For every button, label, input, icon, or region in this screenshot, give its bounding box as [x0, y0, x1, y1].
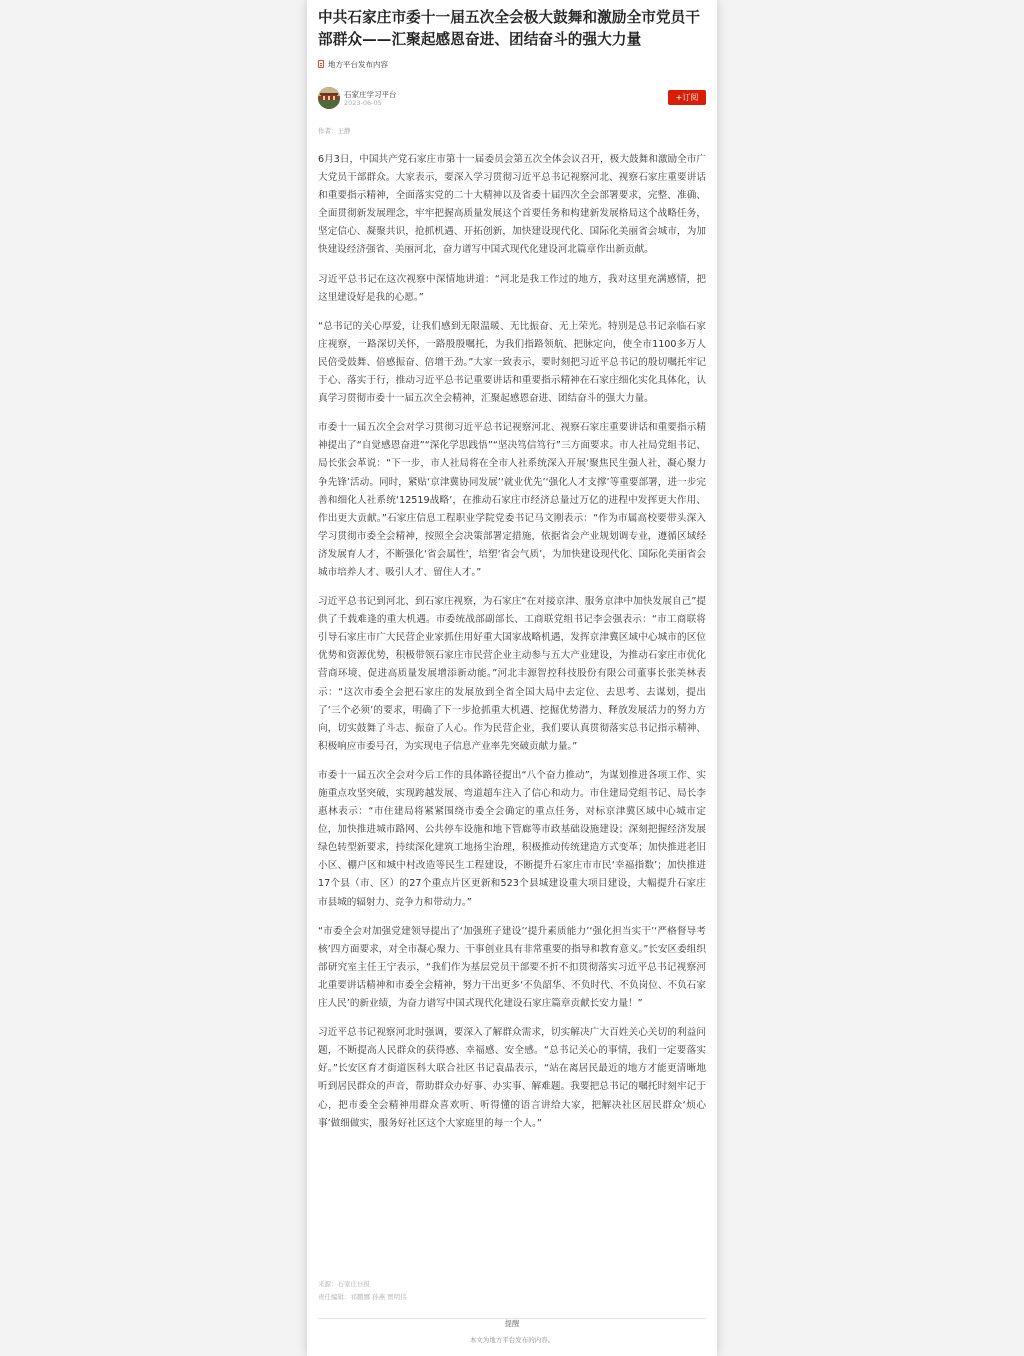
article-paragraph: “市委全会对加强党建领导提出了‘加强班子建设’‘提升素质能力’‘强化担当实干’‘严格督导考核’四方面要求，对全市凝心聚力、干事创业具有非常重要的指导和教育意义。”长安区委组织部研究室主任王宁表示，“我们作为基层党员干部要不折不扣贯彻落实习近平总书记视察河北重要讲话精神和市委全会精神，努力干出更多‘不负韶华、不负时代、不负岗位、不负石家庄人民’的新业绩，为奋力谱写中国式现代化建设石家庄篇章贡献长安力量！” [318, 925, 706, 1010]
article-paragraph: 习近平总书记在这次视察中深情地讲道：“河北是我工作过的地方，我对这里充满感情，把这里建设好是我的心愿。” [318, 273, 706, 303]
publisher-avatar[interactable] [318, 87, 340, 109]
notice-title: 提醒 [504, 1319, 520, 1328]
publish-date: 2023-06-05 [344, 99, 382, 107]
editor-line: 责任编辑：祁鹏娜 孙燕 贾明伟 [318, 1293, 407, 1301]
document-icon [318, 60, 324, 68]
article-paragraph: 6月3日，中国共产党石家庄市第十一届委员会第五次全体会议召开，极大鼓舞和激励全市广大党员干部群众。大家表示，要深入学习贯彻习近平总书记视察河北、视察石家庄重要讲话和重要指示精神，全面落实党的二十大精神以及省委十届四次全会部署要求，完整、准确、全面贯彻新发展理念，牢牢把握高质量发展这个首要任务和构建新发展格局这个战略任务，坚定信心、凝聚共识，抢抓机遇、开拓创新，加快建设现代化、国际化美丽省会城市，为加快建设经济强省、美丽河北，奋力谱写中国式现代化建设河北篇章作出新贡献。 [318, 154, 706, 256]
source-line: 来源：石家庄日报 [318, 1280, 370, 1288]
article-page [307, 0, 717, 1356]
avatar-image [318, 87, 340, 109]
publisher-name[interactable]: 石家庄学习平台 [344, 90, 397, 99]
article-paragraph: 市委十一届五次全会对今后工作的具体路径提出“八个奋力推动”，为谋划推进各项工作、实施重点攻坚突破，实现跨越发展、弯道超车注入了信心和动力。市住建局党组书记、局长李惠林表示：“市住建局将紧紧围绕市委全会确定的重点任务，对标京津冀区域中心城市定位，加快推进城市路网、公共停车设施和地下管廊等市政基础设施建设；深刻把握经济发展绿色转型新要求，持续深化建筑工地扬尘治理，积极推动传统建造方式变革；加快推进老旧小区、棚户区和城中村改造等民生工程建设，不断提升石家庄市市民‘幸福指数’；加快推进17个县（市、区）的27个重点片区更新和523个县城建设重大项目建设，大幅提升石家庄市县城的辐射力、竞争力和带动力。” [318, 769, 706, 908]
article-title: 中共石家庄市委十一届五次全会极大鼓舞和激励全市党员干部群众——汇聚起感恩奋进、团结奋斗的强大力量 [318, 9, 701, 48]
subscribe-button[interactable]: +订阅 [668, 90, 706, 105]
article-paragraph: 习近平总书记到河北、到石家庄视察，为石家庄“在对接京津、服务京津中加快发展自己”提供了千载难逢的重大机遇。市委统战部副部长、工商联党组书记李会强表示：“市工商联将引导石家庄市广大民营企业家抓住用好重大国家战略机遇，发挥京津冀区域中心城市的区位优势和资源优势，积极带领石家庄市民营企业主动参与五大产业建设，为推动石家庄市优化营商环境、促进高质量发展增添新动能。”河北丰源智控科技股份有限公司董事长张美林表示：“这次市委全会把石家庄的发展放到全省全国大局中去定位、去思考、去谋划，提出了‘三个必须’的要求，明确了下一步抢抓重大机遇、挖掘优势潜力、释放发展活力的努力方向，切实鼓舞了斗志、振奋了人心。作为民营企业，我们要认真贯彻落实总书记指示精神、积极响应市委号召，为实现电子信息产业率先突破贡献力量。” [318, 596, 706, 752]
article-body [318, 151, 706, 1144]
publisher-bar [318, 87, 706, 109]
article-paragraph: 习近平总书记视察河北时强调，要深入了解群众需求，切实解决广大百姓关心关切的利益问题，不断提高人民群众的获得感、幸福感、安全感。“总书记关心的事情，我们一定要落实好。”长安区育才街道医科大联合社区书记袁晶表示，“站在离居民最近的地方才能更清晰地听到居民群众的声音，帮助群众办好事、办实事、解难题。我要把总书记的嘱托时刻牢记于心，把市委全会精神用群众喜欢听、听得懂的语言讲给大家，把解决社区居民群众‘烦心事’做细做实，服务好社区这个大家庭里的每一个人。” [318, 1027, 706, 1129]
source-tag-label: 地方平台发布内容 [328, 59, 388, 69]
author-line: 作者：王静 [318, 127, 351, 135]
article-paragraph: 市委十一届五次全会对学习贯彻习近平总书记视察河北、视察石家庄重要讲话和重要指示精神提出了“自觉感恩奋进”“深化学思践悟”“坚决笃信笃行”三方面要求。市人社局党组书记、局长张会革说：“下一步，市人社局将在全市人社系统深入开展‘聚焦民生强人社，凝心聚力争先锋’活动。同时，紧贴‘京津冀协同发展’‘就业优先’‘强化人才支撑’等重要部署，进一步完善和细化人社系统‘12519战略’，在推动石家庄市经济总量过万亿的进程中发挥更大作用、作出更大贡献。”石家庄信息工程职业学院党委书记马文刚表示：“作为市属高校要带头深入学习贯彻市委全会精神，按照全会决策部署定措施，依据省会产业规划调专业，遵循区域经济发展育人才，不断强化‘省会属性’，培塑‘省会气质’，为加快建设现代化、国际化美丽省会城市培养人才、吸引人才、留住人才。” [318, 422, 706, 578]
notice-text: 本文为地方平台发布的内容。 [469, 1336, 555, 1344]
article-paragraph: “总书记的关心厚爱，让我们感到无限温暖、无比振奋、无上荣光。特别是总书记亲临石家庄视察，一路深切关怀，一路殷殷嘱托，为我们指路领航、把脉定向，使全市1100多万人民倍受鼓舞、倍感振奋、倍增干劲。”大家一致表示，要时刻把习近平总书记的殷切嘱托牢记于心、落实于行，推动习近平总书记重要讲话和重要指示精神在石家庄细化实化具体化，认真学习贯彻市委十一届五次全会精神，汇聚起感恩奋进、团结奋斗的强大力量。 [318, 320, 706, 405]
source-tag [318, 58, 706, 70]
